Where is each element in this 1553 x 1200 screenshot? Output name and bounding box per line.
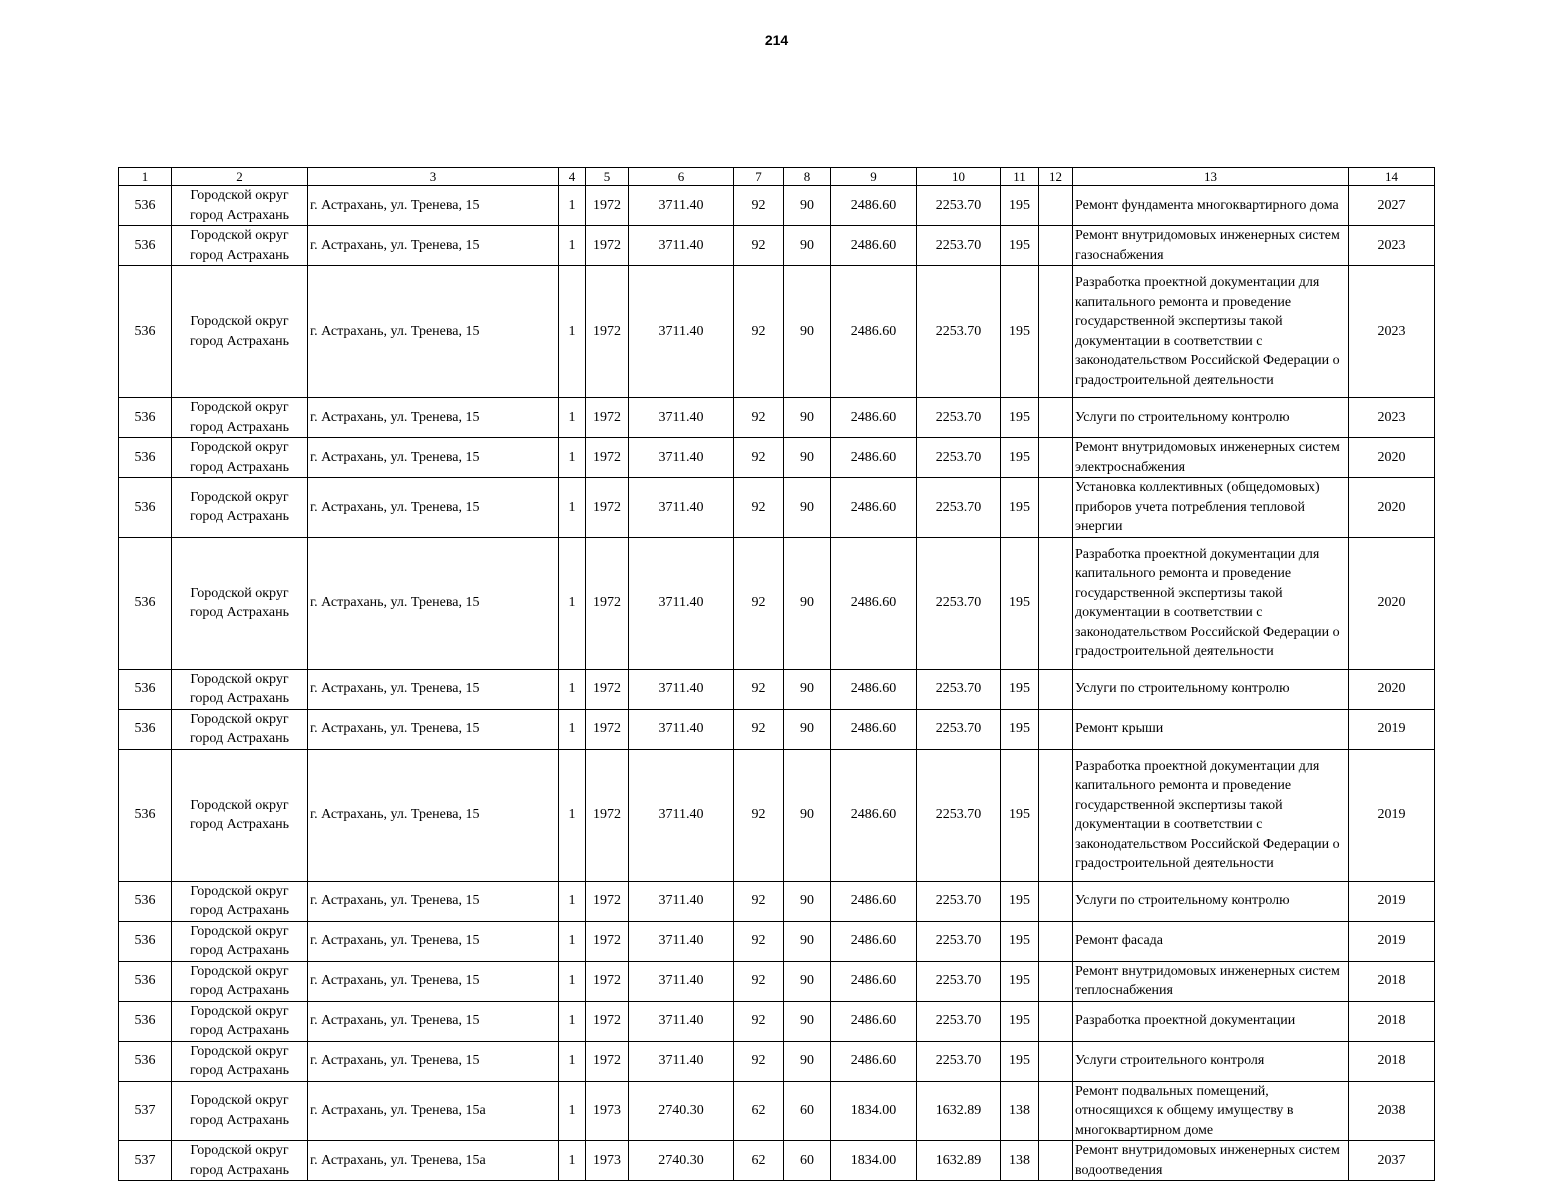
table-row xyxy=(119,398,1435,438)
planned-year: 2019 xyxy=(1349,881,1435,921)
address: г. Астрахань, ул. Тренева, 15 xyxy=(308,266,559,398)
address: г. Астрахань, ул. Тренева, 15а xyxy=(308,1081,559,1141)
build-year: 1972 xyxy=(586,669,629,709)
row-number: 536 xyxy=(119,921,172,961)
planned-year: 2020 xyxy=(1349,438,1435,478)
total-area: 3711.40 xyxy=(629,438,734,478)
table-row xyxy=(119,1041,1435,1081)
table-row xyxy=(119,921,1435,961)
cell-col-7: 92 xyxy=(734,537,784,669)
cell-col-10: 2253.70 xyxy=(917,669,1001,709)
cell-col-8: 90 xyxy=(784,749,831,881)
cell-col-12 xyxy=(1039,749,1073,881)
build-year: 1973 xyxy=(586,1141,629,1181)
cell-col-7: 92 xyxy=(734,961,784,1001)
row-number: 536 xyxy=(119,709,172,749)
cell-col-8: 90 xyxy=(784,478,831,538)
planned-year: 2020 xyxy=(1349,669,1435,709)
work-type: Ремонт фундамента многоквартирного дома xyxy=(1073,186,1349,226)
cell-col-9: 1834.00 xyxy=(831,1141,917,1181)
cell-col-8: 90 xyxy=(784,226,831,266)
cell-col-4: 1 xyxy=(559,709,586,749)
cell-col-12 xyxy=(1039,438,1073,478)
cell-col-12 xyxy=(1039,669,1073,709)
planned-year: 2023 xyxy=(1349,398,1435,438)
cell-col-9: 2486.60 xyxy=(831,961,917,1001)
build-year: 1972 xyxy=(586,266,629,398)
column-header-1: 1 xyxy=(119,168,172,186)
municipality: Городской округ город Астрахань xyxy=(172,921,308,961)
cell-col-4: 1 xyxy=(559,398,586,438)
cell-col-9: 2486.60 xyxy=(831,881,917,921)
cell-col-9: 2486.60 xyxy=(831,478,917,538)
cell-col-11: 195 xyxy=(1001,186,1039,226)
column-header-4: 4 xyxy=(559,168,586,186)
address: г. Астрахань, ул. Тренева, 15 xyxy=(308,669,559,709)
cell-col-12 xyxy=(1039,1001,1073,1041)
cell-col-9: 2486.60 xyxy=(831,398,917,438)
cell-col-11: 195 xyxy=(1001,537,1039,669)
cell-col-8: 90 xyxy=(784,1001,831,1041)
total-area: 3711.40 xyxy=(629,749,734,881)
cell-col-12 xyxy=(1039,478,1073,538)
total-area: 3711.40 xyxy=(629,709,734,749)
planned-year: 2023 xyxy=(1349,266,1435,398)
municipality: Городской округ город Астрахань xyxy=(172,398,308,438)
cell-col-4: 1 xyxy=(559,1081,586,1141)
row-number: 536 xyxy=(119,537,172,669)
cell-col-12 xyxy=(1039,186,1073,226)
build-year: 1972 xyxy=(586,1041,629,1081)
cell-col-10: 2253.70 xyxy=(917,266,1001,398)
municipality: Городской округ город Астрахань xyxy=(172,1041,308,1081)
municipality: Городской округ город Астрахань xyxy=(172,709,308,749)
work-type: Ремонт внутридомовых инженерных систем газоснабжения xyxy=(1073,226,1349,266)
table-row xyxy=(119,749,1435,881)
planned-year: 2037 xyxy=(1349,1141,1435,1181)
cell-col-8: 90 xyxy=(784,186,831,226)
cell-col-9: 2486.60 xyxy=(831,226,917,266)
work-type: Услуги строительного контроля xyxy=(1073,1041,1349,1081)
row-number: 536 xyxy=(119,186,172,226)
build-year: 1972 xyxy=(586,438,629,478)
total-area: 2740.30 xyxy=(629,1141,734,1181)
cell-col-10: 2253.70 xyxy=(917,438,1001,478)
table-row xyxy=(119,226,1435,266)
build-year: 1972 xyxy=(586,749,629,881)
cell-col-12 xyxy=(1039,961,1073,1001)
column-header-11: 11 xyxy=(1001,168,1039,186)
address: г. Астрахань, ул. Тренева, 15 xyxy=(308,226,559,266)
table-row xyxy=(119,438,1435,478)
row-number: 536 xyxy=(119,438,172,478)
cell-col-12 xyxy=(1039,881,1073,921)
address: г. Астрахань, ул. Тренева, 15 xyxy=(308,478,559,538)
address: г. Астрахань, ул. Тренева, 15 xyxy=(308,438,559,478)
column-header-2: 2 xyxy=(172,168,308,186)
planned-year: 2018 xyxy=(1349,1041,1435,1081)
cell-col-10: 2253.70 xyxy=(917,749,1001,881)
total-area: 3711.40 xyxy=(629,398,734,438)
municipality: Городской округ город Астрахань xyxy=(172,226,308,266)
cell-col-7: 92 xyxy=(734,398,784,438)
cell-col-10: 2253.70 xyxy=(917,1001,1001,1041)
page-number: 214 xyxy=(764,32,789,48)
build-year: 1972 xyxy=(586,1001,629,1041)
total-area: 3711.40 xyxy=(629,1001,734,1041)
planned-year: 2019 xyxy=(1349,921,1435,961)
work-type: Ремонт крыши xyxy=(1073,709,1349,749)
work-type: Установка коллективных (общедомовых) приборов учета потребления тепловой энергии xyxy=(1073,478,1349,538)
cell-col-11: 195 xyxy=(1001,669,1039,709)
cell-col-9: 2486.60 xyxy=(831,921,917,961)
cell-col-4: 1 xyxy=(559,1001,586,1041)
total-area: 3711.40 xyxy=(629,921,734,961)
planned-year: 2023 xyxy=(1349,226,1435,266)
address: г. Астрахань, ул. Тренева, 15 xyxy=(308,961,559,1001)
work-type: Разработка проектной документации для капитального ремонта и проведение государственной экспертизы такой документации в соответствии с законодательством Российской Федерации о градостроительной деятельности xyxy=(1073,537,1349,669)
cell-col-12 xyxy=(1039,266,1073,398)
cell-col-8: 90 xyxy=(784,961,831,1001)
planned-year: 2038 xyxy=(1349,1081,1435,1141)
planned-year: 2018 xyxy=(1349,1001,1435,1041)
cell-col-8: 60 xyxy=(784,1141,831,1181)
total-area: 3711.40 xyxy=(629,1041,734,1081)
cell-col-10: 2253.70 xyxy=(917,398,1001,438)
total-area: 3711.40 xyxy=(629,961,734,1001)
table-row xyxy=(119,186,1435,226)
column-header-14: 14 xyxy=(1349,168,1435,186)
cell-col-8: 90 xyxy=(784,709,831,749)
row-number: 536 xyxy=(119,961,172,1001)
cell-col-4: 1 xyxy=(559,226,586,266)
cell-col-4: 1 xyxy=(559,881,586,921)
work-type: Разработка проектной документации для капитального ремонта и проведение государственной экспертизы такой документации в соответствии с законодательством Российской Федерации о градостроительной деятельности xyxy=(1073,749,1349,881)
cell-col-11: 195 xyxy=(1001,709,1039,749)
cell-col-4: 1 xyxy=(559,1041,586,1081)
cell-col-10: 2253.70 xyxy=(917,186,1001,226)
cell-col-11: 195 xyxy=(1001,1041,1039,1081)
cell-col-10: 2253.70 xyxy=(917,478,1001,538)
cell-col-7: 92 xyxy=(734,478,784,538)
row-number: 537 xyxy=(119,1081,172,1141)
address: г. Астрахань, ул. Тренева, 15 xyxy=(308,1041,559,1081)
cell-col-8: 90 xyxy=(784,921,831,961)
cell-col-4: 1 xyxy=(559,921,586,961)
build-year: 1972 xyxy=(586,709,629,749)
planned-year: 2020 xyxy=(1349,478,1435,538)
address: г. Астрахань, ул. Тренева, 15 xyxy=(308,537,559,669)
cell-col-9: 2486.60 xyxy=(831,266,917,398)
municipality: Городской округ город Астрахань xyxy=(172,1081,308,1141)
work-type: Ремонт фасада xyxy=(1073,921,1349,961)
cell-col-12 xyxy=(1039,921,1073,961)
cell-col-9: 2486.60 xyxy=(831,749,917,881)
row-number: 536 xyxy=(119,266,172,398)
cell-col-12 xyxy=(1039,1041,1073,1081)
cell-col-4: 1 xyxy=(559,266,586,398)
cell-col-9: 2486.60 xyxy=(831,1041,917,1081)
address: г. Астрахань, ул. Тренева, 15 xyxy=(308,749,559,881)
row-number: 536 xyxy=(119,226,172,266)
municipality: Городской округ город Астрахань xyxy=(172,669,308,709)
total-area: 3711.40 xyxy=(629,478,734,538)
cell-col-7: 92 xyxy=(734,669,784,709)
cell-col-4: 1 xyxy=(559,961,586,1001)
build-year: 1972 xyxy=(586,186,629,226)
cell-col-12 xyxy=(1039,1081,1073,1141)
cell-col-11: 195 xyxy=(1001,226,1039,266)
cell-col-7: 92 xyxy=(734,749,784,881)
cell-col-4: 1 xyxy=(559,1141,586,1181)
planned-year: 2019 xyxy=(1349,709,1435,749)
cell-col-10: 2253.70 xyxy=(917,961,1001,1001)
cell-col-11: 138 xyxy=(1001,1081,1039,1141)
municipality: Городской округ город Астрахань xyxy=(172,749,308,881)
cell-col-11: 195 xyxy=(1001,881,1039,921)
cell-col-11: 195 xyxy=(1001,438,1039,478)
cell-col-4: 1 xyxy=(559,749,586,881)
cell-col-12 xyxy=(1039,1141,1073,1181)
planned-year: 2018 xyxy=(1349,961,1435,1001)
cell-col-7: 92 xyxy=(734,881,784,921)
municipality: Городской округ город Астрахань xyxy=(172,266,308,398)
cell-col-11: 138 xyxy=(1001,1141,1039,1181)
table-row xyxy=(119,881,1435,921)
table-row xyxy=(119,1081,1435,1141)
cell-col-8: 90 xyxy=(784,398,831,438)
cell-col-12 xyxy=(1039,226,1073,266)
cell-col-9: 2486.60 xyxy=(831,537,917,669)
cell-col-11: 195 xyxy=(1001,266,1039,398)
work-type: Разработка проектной документации xyxy=(1073,1001,1349,1041)
table-row xyxy=(119,537,1435,669)
column-header-13: 13 xyxy=(1073,168,1349,186)
address: г. Астрахань, ул. Тренева, 15 xyxy=(308,186,559,226)
build-year: 1972 xyxy=(586,226,629,266)
cell-col-9: 2486.60 xyxy=(831,186,917,226)
municipality: Городской округ город Астрахань xyxy=(172,438,308,478)
cell-col-7: 92 xyxy=(734,266,784,398)
table-row xyxy=(119,961,1435,1001)
column-header-6: 6 xyxy=(629,168,734,186)
row-number: 536 xyxy=(119,749,172,881)
column-header-12: 12 xyxy=(1039,168,1073,186)
cell-col-8: 90 xyxy=(784,537,831,669)
column-header-10: 10 xyxy=(917,168,1001,186)
cell-col-9: 1834.00 xyxy=(831,1081,917,1141)
cell-col-11: 195 xyxy=(1001,1001,1039,1041)
build-year: 1972 xyxy=(586,537,629,669)
address: г. Астрахань, ул. Тренева, 15 xyxy=(308,398,559,438)
build-year: 1972 xyxy=(586,398,629,438)
cell-col-7: 92 xyxy=(734,226,784,266)
cell-col-12 xyxy=(1039,537,1073,669)
cell-col-8: 90 xyxy=(784,1041,831,1081)
build-year: 1972 xyxy=(586,478,629,538)
cell-col-4: 1 xyxy=(559,478,586,538)
table-row xyxy=(119,478,1435,538)
cell-col-9: 2486.60 xyxy=(831,669,917,709)
cell-col-7: 92 xyxy=(734,709,784,749)
cell-col-7: 92 xyxy=(734,1041,784,1081)
cell-col-8: 90 xyxy=(784,266,831,398)
planned-year: 2027 xyxy=(1349,186,1435,226)
column-header-9: 9 xyxy=(831,168,917,186)
table-row xyxy=(119,669,1435,709)
row-number: 536 xyxy=(119,1041,172,1081)
planned-year: 2020 xyxy=(1349,537,1435,669)
municipality: Городской округ город Астрахань xyxy=(172,961,308,1001)
municipality: Городской округ город Астрахань xyxy=(172,881,308,921)
cell-col-4: 1 xyxy=(559,537,586,669)
row-number: 536 xyxy=(119,478,172,538)
cell-col-9: 2486.60 xyxy=(831,438,917,478)
municipality: Городской округ город Астрахань xyxy=(172,1141,308,1181)
build-year: 1972 xyxy=(586,881,629,921)
row-number: 536 xyxy=(119,398,172,438)
municipality: Городской округ город Астрахань xyxy=(172,1001,308,1041)
cell-col-10: 1632.89 xyxy=(917,1081,1001,1141)
cell-col-11: 195 xyxy=(1001,961,1039,1001)
cell-col-10: 2253.70 xyxy=(917,1041,1001,1081)
work-type: Ремонт внутридомовых инженерных систем водоотведения xyxy=(1073,1141,1349,1181)
work-type: Ремонт подвальных помещений, относящихся к общему имуществу в многоквартирном доме xyxy=(1073,1081,1349,1141)
cell-col-9: 2486.60 xyxy=(831,1001,917,1041)
total-area: 3711.40 xyxy=(629,266,734,398)
column-header-3: 3 xyxy=(308,168,559,186)
address: г. Астрахань, ул. Тренева, 15а xyxy=(308,1141,559,1181)
table-row xyxy=(119,1141,1435,1181)
column-header-8: 8 xyxy=(784,168,831,186)
cell-col-9: 2486.60 xyxy=(831,709,917,749)
capital-repair-table xyxy=(118,167,1435,1181)
header-row xyxy=(119,168,1435,186)
column-header-7: 7 xyxy=(734,168,784,186)
total-area: 3711.40 xyxy=(629,669,734,709)
cell-col-11: 195 xyxy=(1001,398,1039,438)
address: г. Астрахань, ул. Тренева, 15 xyxy=(308,881,559,921)
cell-col-7: 62 xyxy=(734,1141,784,1181)
cell-col-7: 92 xyxy=(734,921,784,961)
address: г. Астрахань, ул. Тренева, 15 xyxy=(308,709,559,749)
work-type: Услуги по строительному контролю xyxy=(1073,881,1349,921)
column-header-5: 5 xyxy=(586,168,629,186)
table-row xyxy=(119,709,1435,749)
build-year: 1972 xyxy=(586,921,629,961)
cell-col-11: 195 xyxy=(1001,749,1039,881)
row-number: 536 xyxy=(119,669,172,709)
address: г. Астрахань, ул. Тренева, 15 xyxy=(308,1001,559,1041)
address: г. Астрахань, ул. Тренева, 15 xyxy=(308,921,559,961)
cell-col-7: 92 xyxy=(734,186,784,226)
total-area: 3711.40 xyxy=(629,226,734,266)
cell-col-7: 62 xyxy=(734,1081,784,1141)
cell-col-11: 195 xyxy=(1001,921,1039,961)
build-year: 1973 xyxy=(586,1081,629,1141)
row-number: 536 xyxy=(119,881,172,921)
cell-col-10: 2253.70 xyxy=(917,921,1001,961)
cell-col-4: 1 xyxy=(559,186,586,226)
cell-col-11: 195 xyxy=(1001,478,1039,538)
work-type: Разработка проектной документации для капитального ремонта и проведение государственной экспертизы такой документации в соответствии с законодательством Российской Федерации о градостроительной деятельности xyxy=(1073,266,1349,398)
cell-col-7: 92 xyxy=(734,438,784,478)
cell-col-7: 92 xyxy=(734,1001,784,1041)
row-number: 537 xyxy=(119,1141,172,1181)
table-row xyxy=(119,266,1435,398)
cell-col-12 xyxy=(1039,398,1073,438)
cell-col-12 xyxy=(1039,709,1073,749)
cell-col-10: 2253.70 xyxy=(917,881,1001,921)
municipality: Городской округ город Астрахань xyxy=(172,478,308,538)
total-area: 3711.40 xyxy=(629,537,734,669)
cell-col-10: 2253.70 xyxy=(917,226,1001,266)
row-number: 536 xyxy=(119,1001,172,1041)
cell-col-4: 1 xyxy=(559,438,586,478)
cell-col-8: 60 xyxy=(784,1081,831,1141)
cell-col-8: 90 xyxy=(784,881,831,921)
cell-col-4: 1 xyxy=(559,669,586,709)
build-year: 1972 xyxy=(586,961,629,1001)
cell-col-10: 1632.89 xyxy=(917,1141,1001,1181)
total-area: 3711.40 xyxy=(629,186,734,226)
work-type: Ремонт внутридомовых инженерных систем электроснабжения xyxy=(1073,438,1349,478)
work-type: Услуги по строительному контролю xyxy=(1073,398,1349,438)
municipality: Городской округ город Астрахань xyxy=(172,537,308,669)
cell-col-8: 90 xyxy=(784,438,831,478)
total-area: 3711.40 xyxy=(629,881,734,921)
cell-col-8: 90 xyxy=(784,669,831,709)
table-row xyxy=(119,1001,1435,1041)
total-area: 2740.30 xyxy=(629,1081,734,1141)
work-type: Ремонт внутридомовых инженерных систем теплоснабжения xyxy=(1073,961,1349,1001)
work-type: Услуги по строительному контролю xyxy=(1073,669,1349,709)
municipality: Городской округ город Астрахань xyxy=(172,186,308,226)
cell-col-10: 2253.70 xyxy=(917,537,1001,669)
planned-year: 2019 xyxy=(1349,749,1435,881)
cell-col-10: 2253.70 xyxy=(917,709,1001,749)
